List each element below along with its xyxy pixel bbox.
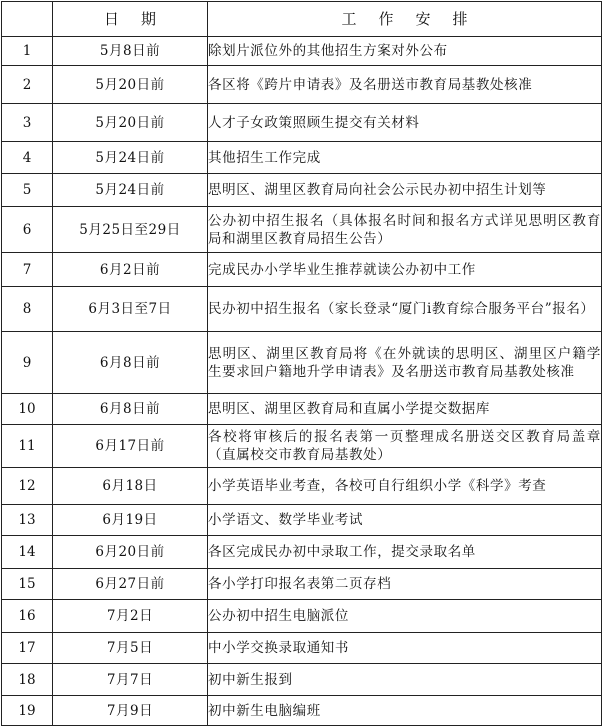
row-date: 5月24日前 xyxy=(53,142,208,174)
table-row xyxy=(2,394,602,425)
table-row xyxy=(2,536,602,569)
table-row xyxy=(2,37,602,66)
row-task: 思明区、湖里区教育局将《在外就读的思明区、湖里区户籍学生要求回户籍地升学申请表》及名册送市教育局基教处核准 xyxy=(208,332,602,394)
table-row xyxy=(2,664,602,696)
row-number: 15 xyxy=(2,569,53,600)
row-task: 初中新生报到 xyxy=(208,664,602,696)
header-number xyxy=(2,2,53,37)
table-row xyxy=(2,253,602,287)
row-number: 8 xyxy=(2,287,53,332)
row-date: 5月20日前 xyxy=(53,66,208,104)
table-row xyxy=(2,468,602,505)
row-number: 12 xyxy=(2,468,53,505)
row-date: 6月27日前 xyxy=(53,569,208,600)
row-number: 5 xyxy=(2,174,53,207)
row-task: 公办初中招生报名（具体报名时间和报名方式详见思明区教育局和湖里区教育局招生公告） xyxy=(208,207,602,253)
row-task: 完成民办小学毕业生推荐就读公办初中工作 xyxy=(208,253,602,287)
row-date: 6月19日 xyxy=(53,505,208,536)
table-row xyxy=(2,332,602,394)
row-task: 思明区、湖里区教育局和直属小学提交数据库 xyxy=(208,394,602,425)
row-task: 初中新生电脑编班 xyxy=(208,696,602,726)
row-date: 6月17日前 xyxy=(53,425,208,468)
table-row xyxy=(2,425,602,468)
row-date: 6月3日至7日 xyxy=(53,287,208,332)
table-row xyxy=(2,600,602,633)
row-task: 各区将《跨片申请表》及名册送市教育局基教处核准 xyxy=(208,66,602,104)
row-number: 11 xyxy=(2,425,53,468)
row-number: 3 xyxy=(2,104,53,142)
row-number: 6 xyxy=(2,207,53,253)
table-row xyxy=(2,287,602,332)
row-number: 13 xyxy=(2,505,53,536)
header-task xyxy=(208,2,602,37)
table-row xyxy=(2,174,602,207)
table-row xyxy=(2,696,602,726)
row-number: 14 xyxy=(2,536,53,569)
header-date xyxy=(53,2,208,37)
row-task: 中小学交换录取通知书 xyxy=(208,633,602,664)
row-task: 公办初中招生电脑派位 xyxy=(208,600,602,633)
row-date: 7月7日 xyxy=(53,664,208,696)
row-date: 6月8日前 xyxy=(53,394,208,425)
table-row xyxy=(2,207,602,253)
row-task: 各校将审核后的报名表第一页整理成名册送交区教育局盖章（直属校交市教育局基教处） xyxy=(208,425,602,468)
row-date: 5月8日前 xyxy=(53,37,208,66)
row-date: 6月8日前 xyxy=(53,332,208,394)
row-task: 小学英语毕业考查，各校可自行组织小学《科学》考查 xyxy=(208,468,602,505)
row-date: 6月20日前 xyxy=(53,536,208,569)
header-task-label: 工作安排 xyxy=(341,10,490,28)
row-number: 1 xyxy=(2,37,53,66)
row-number: 9 xyxy=(2,332,53,394)
row-task: 民办初中招生报名（家长登录“厦门i教育综合服务平台”报名） xyxy=(208,287,602,332)
row-number: 17 xyxy=(2,633,53,664)
row-number: 2 xyxy=(2,66,53,104)
table-row xyxy=(2,66,602,104)
row-number: 4 xyxy=(2,142,53,174)
schedule-table xyxy=(1,1,602,726)
row-number: 19 xyxy=(2,696,53,726)
row-task: 思明区、湖里区教育局向社会公示民办初中招生计划等 xyxy=(208,174,602,207)
row-number: 10 xyxy=(2,394,53,425)
header-date-label: 日期 xyxy=(103,10,178,28)
row-date: 6月2日前 xyxy=(53,253,208,287)
row-task: 其他招生工作完成 xyxy=(208,142,602,174)
row-number: 18 xyxy=(2,664,53,696)
row-task: 小学语文、数学毕业考试 xyxy=(208,505,602,536)
table-row xyxy=(2,104,602,142)
row-task: 各区完成民办初中录取工作，提交录取名单 xyxy=(208,536,602,569)
row-task: 除划片派位外的其他招生方案对外公布 xyxy=(208,37,602,66)
row-date: 5月20日前 xyxy=(53,104,208,142)
row-number: 7 xyxy=(2,253,53,287)
row-date: 7月5日 xyxy=(53,633,208,664)
row-date: 5月25日至29日 xyxy=(53,207,208,253)
row-date: 7月2日 xyxy=(53,600,208,633)
table-row xyxy=(2,505,602,536)
table-row xyxy=(2,633,602,664)
table-row xyxy=(2,569,602,600)
row-date: 5月24日前 xyxy=(53,174,208,207)
row-task: 人才子女政策照顾生提交有关材料 xyxy=(208,104,602,142)
table-row xyxy=(2,142,602,174)
row-date: 7月9日 xyxy=(53,696,208,726)
header-row xyxy=(2,2,602,37)
row-date: 6月18日 xyxy=(53,468,208,505)
row-task: 各小学打印报名表第二页存档 xyxy=(208,569,602,600)
row-number: 16 xyxy=(2,600,53,633)
